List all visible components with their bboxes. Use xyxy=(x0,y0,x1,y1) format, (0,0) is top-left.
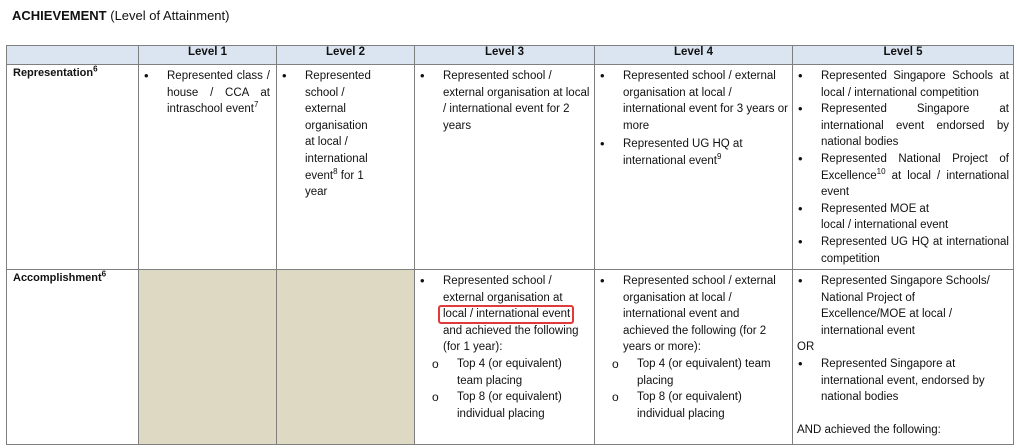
list-item: • Represented class / house / CCA at intraschool event$^7$ xyxy=(144,68,270,116)
list-item: • Represented UG HQ at international event$^9$ xyxy=(600,136,743,167)
list-item: • Represented school / external organisation at local / international event for 2 years xyxy=(420,68,590,132)
cell-representation-level-5 xyxy=(793,65,1014,270)
heading-bold: ACHIEVEMENT xyxy=(12,8,107,23)
header-level-1: Level 1 xyxy=(139,46,277,65)
list-item: • Represented school / external organisation at local / international event and achieved the following (for 2 years or more): xyxy=(600,273,776,354)
list-item: • Represented Singapore at international event, endorsed by national bodies xyxy=(798,355,985,404)
cell-accomplishment-level-1-shaded xyxy=(139,270,277,445)
sub-item: o Top 4 (or equivalent) team placing xyxy=(432,356,562,387)
list-item: • Represented MOE at local / international event xyxy=(798,200,949,232)
header-level-3: Level 3 xyxy=(415,46,595,65)
header-level-4: Level 4 xyxy=(595,46,793,65)
highlighted-text: local / international event xyxy=(443,308,571,321)
and-text: AND achieved the following: xyxy=(797,423,941,436)
header-row xyxy=(7,46,1014,65)
list-item: • Represented National Project of Excellence$^{10}$ at local / international event xyxy=(798,150,1009,199)
row-label: Representation$^6$ xyxy=(7,65,139,270)
table-row-accomplishment xyxy=(7,270,1014,445)
cell-accomplishment-level-5 xyxy=(793,270,1014,445)
sub-item: o Top 8 (or equivalent) individual placing xyxy=(432,390,562,420)
header-level-5: Level 5 xyxy=(793,46,1014,65)
cell-accomplishment-level-2-shaded xyxy=(277,270,415,445)
header-blank xyxy=(7,46,139,65)
list-item: • Represented Singapore Schools at local / international competition xyxy=(798,68,1009,99)
list-item: • Represented Singapore Schools/ National Project of Excellence/MOE at local / international event xyxy=(798,273,990,337)
cell-representation-level-2 xyxy=(277,65,415,270)
heading-rest: (Level of Attainment) xyxy=(106,8,230,23)
cell-accomplishment-level-4 xyxy=(595,270,793,445)
list-item: • Represented school / external organisation at local / international event$^8$ for 1 year xyxy=(282,68,371,199)
row-label: Accomplishment$^6$ xyxy=(7,270,139,445)
list-item: • Represented UG HQ at international competition xyxy=(798,233,1009,265)
table-row-representation xyxy=(7,65,1014,270)
or-text: OR xyxy=(797,341,815,354)
highlight-box xyxy=(438,305,574,324)
section-heading xyxy=(12,8,229,23)
list-item: • Represented school / external organisation at local / international event and achieved the following (for 1 year): xyxy=(420,273,579,354)
list-item: • Represented Singapore at international event endorsed by national bodies xyxy=(798,101,1009,149)
achievement-table xyxy=(6,45,1014,445)
sub-item: o Top 8 (or equivalent) individual placing xyxy=(612,390,742,420)
sub-item: o Top 4 (or equivalent) team placing xyxy=(612,356,771,387)
list-item: • Represented school / external organisation at local / international event for 3 years or more xyxy=(600,68,788,132)
cell-representation-level-4 xyxy=(595,65,793,270)
cell-accomplishment-level-3 xyxy=(415,270,595,445)
cell-representation-level-3 xyxy=(415,65,595,270)
cell-representation-level-1 xyxy=(139,65,277,270)
header-level-2: Level 2 xyxy=(277,46,415,65)
